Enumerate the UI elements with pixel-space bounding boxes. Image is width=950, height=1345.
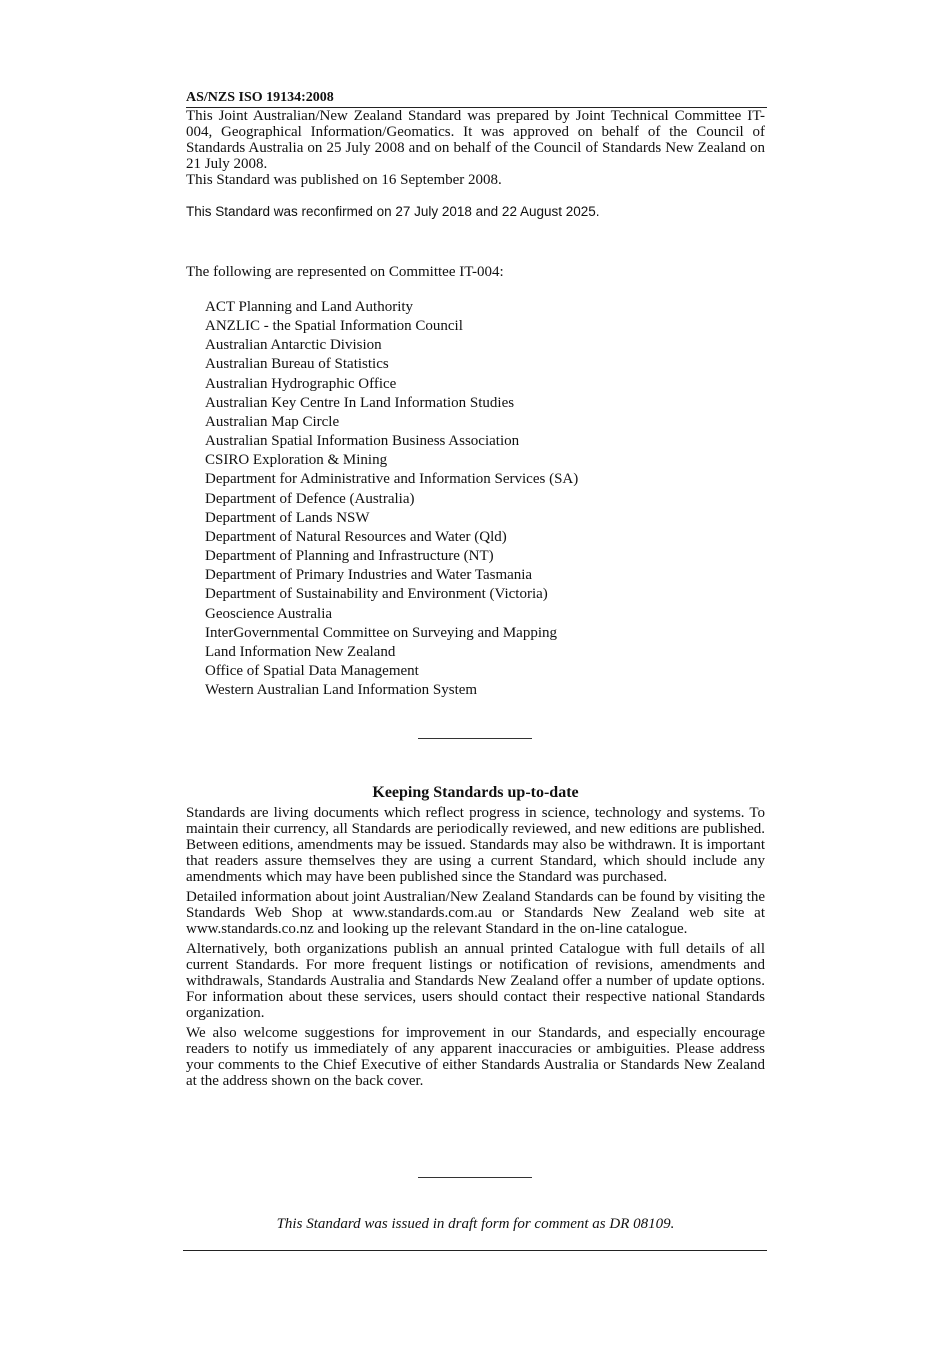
update-info-block	[186, 805, 765, 1093]
section-divider	[418, 738, 532, 739]
update-paragraph: Detailed information about joint Australian/New Zealand Standards can be found by visiting the Standards Web Shop at www.standards.com.au or Standards New Zealand web site at www.standards.co.nz and looking up the relevant Standard in the on-line catalogue.	[186, 889, 765, 937]
committee-member: Department of Primary Industries and Water Tasmania	[205, 567, 533, 584]
section-divider	[418, 1177, 532, 1178]
committee-member: Department of Natural Resources and Water (Qld)	[205, 528, 507, 545]
committee-member-list	[205, 298, 578, 700]
committee-member: Australian Bureau of Statistics	[205, 356, 389, 373]
standard-number: AS/NZS ISO 19134:2008	[186, 90, 334, 105]
committee-member: Western Australian Land Information System	[205, 682, 478, 699]
footer-rule	[183, 1250, 767, 1251]
publication-date: This Standard was published on 16 September 2008.	[186, 172, 502, 188]
section-heading: Keeping Standards up-to-date	[372, 784, 579, 801]
committee-intro: The following are represented on Committee IT-004:	[186, 264, 504, 280]
committee-member: Australian Spatial Information Business Association	[205, 433, 520, 450]
update-paragraph: Standards are living documents which reflect progress in science, technology and systems. To maintain their currency, all Standards are periodically reviewed, and new editions are published. Between editions, amendments may be issued. Standards may also be withdrawn. It is important that readers assure themselves they are using a current Standard, which should include any amendments which may have been published since the Standard was purchased.	[186, 805, 765, 885]
reconfirmation-note: This Standard was reconfirmed on 27 July 2018 and 22 August 2025.	[186, 204, 600, 219]
committee-member: ANZLIC - the Spatial Information Council	[205, 318, 463, 335]
draft-note: This Standard was issued in draft form for comment as DR 08109.	[276, 1216, 675, 1232]
committee-member: Australian Hydrographic Office	[205, 375, 397, 392]
committee-member: Department of Sustainability and Environment (Victoria)	[205, 586, 548, 603]
committee-member: Land Information New Zealand	[205, 643, 396, 660]
committee-member: Australian Antarctic Division	[205, 337, 382, 354]
committee-member: Department of Lands NSW	[205, 509, 370, 526]
update-paragraph: We also welcome suggestions for improvement in our Standards, and especially encourage readers to notify us immediately of any apparent inaccuracies or ambiguities. Please address your comments to the Chief Executive of either Standards Australia or Standards New Zealand at the address shown on the back cover.	[186, 1025, 765, 1089]
committee-member: Australian Key Centre In Land Information Studies	[205, 394, 515, 411]
committee-member: CSIRO Exploration & Mining	[205, 452, 388, 469]
committee-member: Department of Planning and Infrastructure (NT)	[205, 548, 494, 565]
committee-member: ACT Planning and Land Authority	[205, 299, 414, 315]
committee-member: Department of Defence (Australia)	[205, 490, 415, 507]
committee-member: Office of Spatial Data Management	[205, 662, 419, 679]
committee-member: Geoscience Australia	[205, 605, 333, 622]
preparation-block	[186, 108, 765, 188]
committee-member: Department for Administrative and Information Services (SA)	[205, 471, 579, 488]
committee-member: Australian Map Circle	[205, 413, 340, 430]
committee-member: InterGovernmental Committee on Surveying and Mapping	[205, 624, 558, 641]
preparation-paragraph: This Joint Australian/New Zealand Standard was prepared by Joint Technical Committee IT-004, Geographical Information/Geomatics. It was approved on behalf of the Council of Standards Australia on 25 July 2008 and on behalf of the Council of Standards New Zealand on 21 July 2008.	[186, 108, 765, 172]
update-paragraph: Alternatively, both organizations publish an annual printed Catalogue with full details of all current Standards. For more frequent listings or notification of revisions, amendments and withdrawals, Standards Australia and Standards New Zealand offer a number of update options. For information about these services, users should contact their respective national Standards organization.	[186, 941, 765, 1021]
